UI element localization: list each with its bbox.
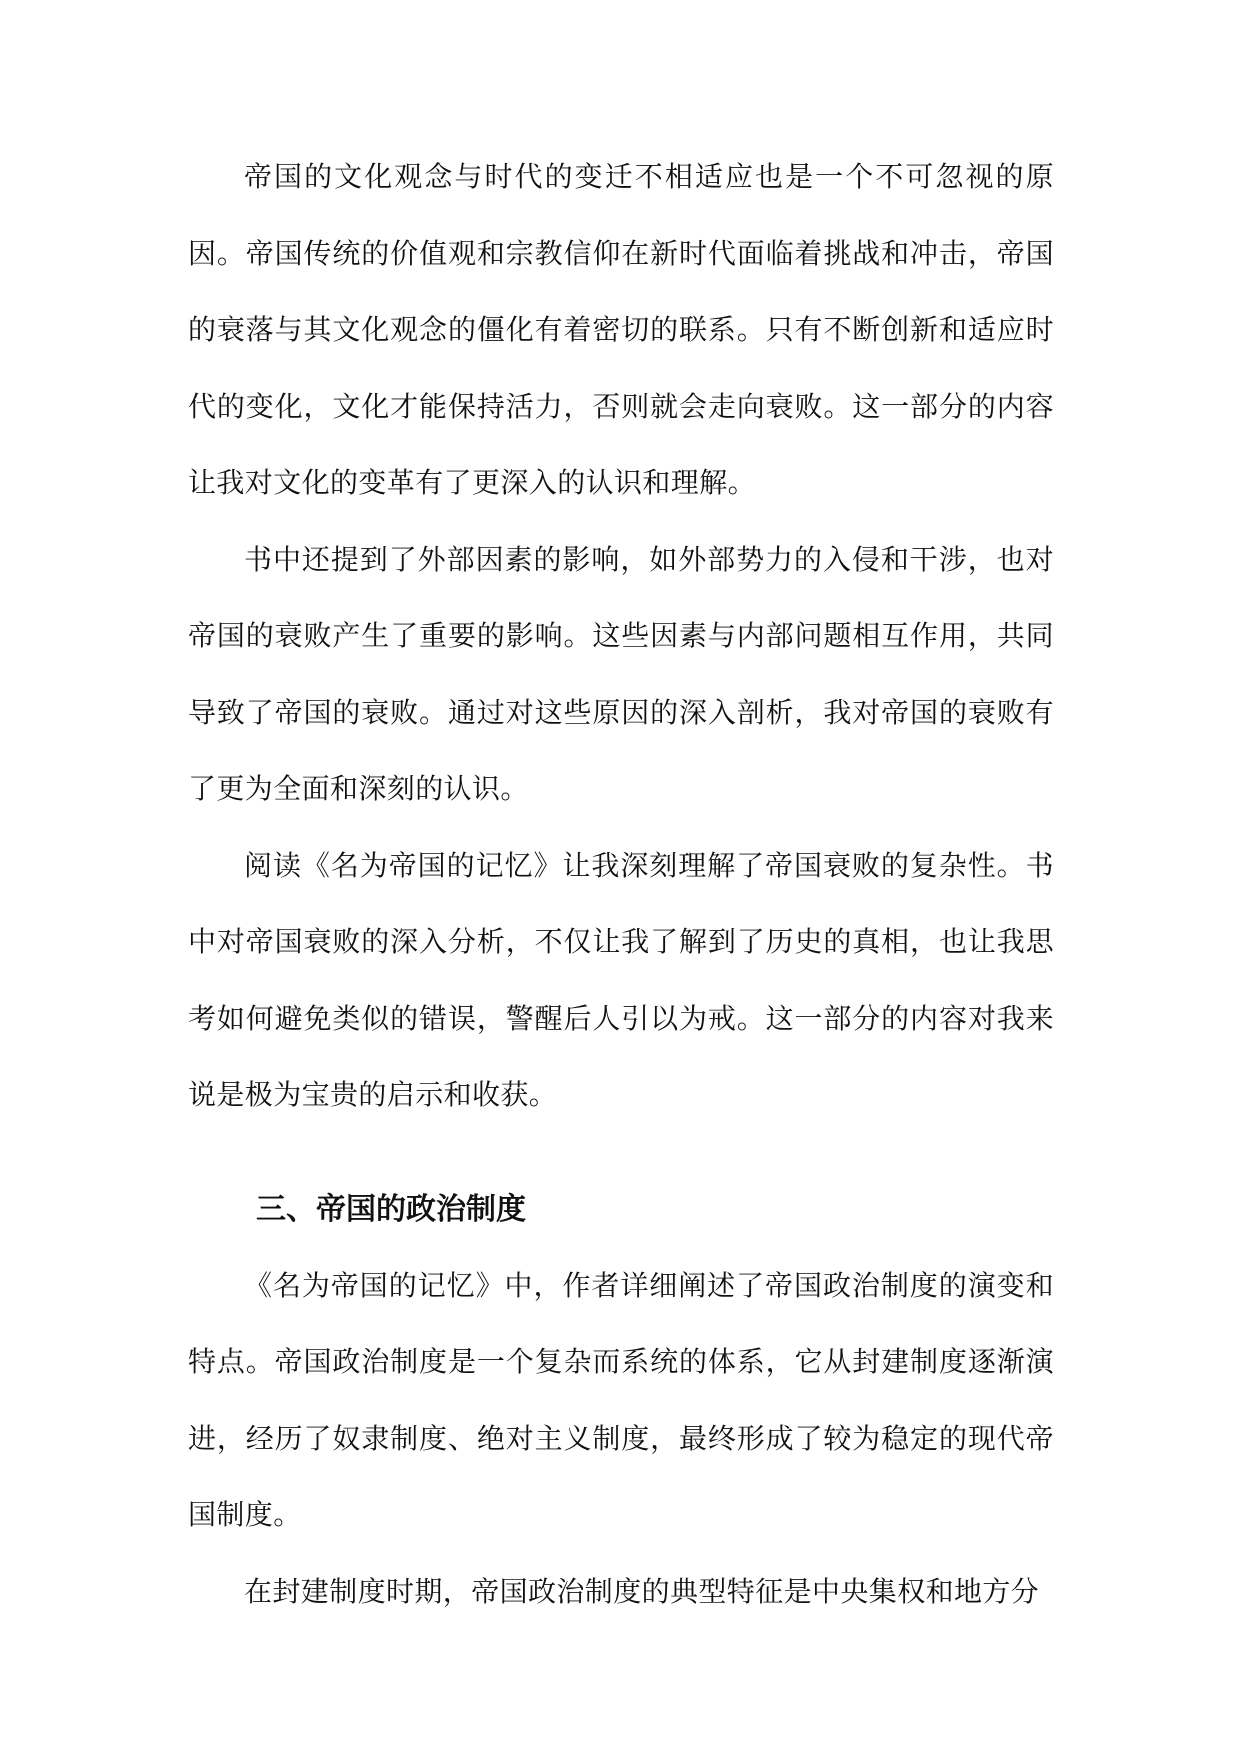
paragraph-culture: 帝国的文化观念与时代的变迁不相适应也是一个不可忽视的原因。帝国传统的价值观和宗教信仰在新时代面临着挑战和冲击，帝国的衰落与其文化观念的僵化有着密切的联系。只有不断创新和适应时代的变化，文化才能保持活力，否则就会走向衰败。这一部分的内容让我对文化的变革有了更深入的认识和理解。 xyxy=(188,160,1054,499)
document-body xyxy=(188,139,1054,1630)
paragraph-political-system: 《名为帝国的记忆》中，作者详细阐述了帝国政治制度的演变和特点。帝国政治制度是一个复杂而系统的体系，它从封建制度逐渐演进，经历了奴隶制度、绝对主义制度，最终形成了较为稳定的现代帝国制度。 xyxy=(188,1268,1054,1531)
paragraph-reading-reflection: 阅读《名为帝国的记忆》让我深刻理解了帝国衰败的复杂性。书中对帝国衰败的深入分析，不仅让我了解到了历史的真相，也让我思考如何避免类似的错误，警醒后人引以为戒。这一部分的内容对我来说是极为宝贵的启示和收获。 xyxy=(188,848,1054,1111)
paragraph-feudal-period: 在封建制度时期，帝国政治制度的典型特征是中央集权和地方分 xyxy=(244,1574,1040,1608)
section-heading: 三、帝国的政治制度 xyxy=(256,1191,526,1227)
paragraph-external-factors: 书中还提到了外部因素的影响，如外部势力的入侵和干涉，也对帝国的衰败产生了重要的影响。这些因素与内部问题相互作用，共同导致了帝国的衰败。通过对这些原因的深入剖析，我对帝国的衰败有了更为全面和深刻的认识。 xyxy=(188,542,1054,805)
